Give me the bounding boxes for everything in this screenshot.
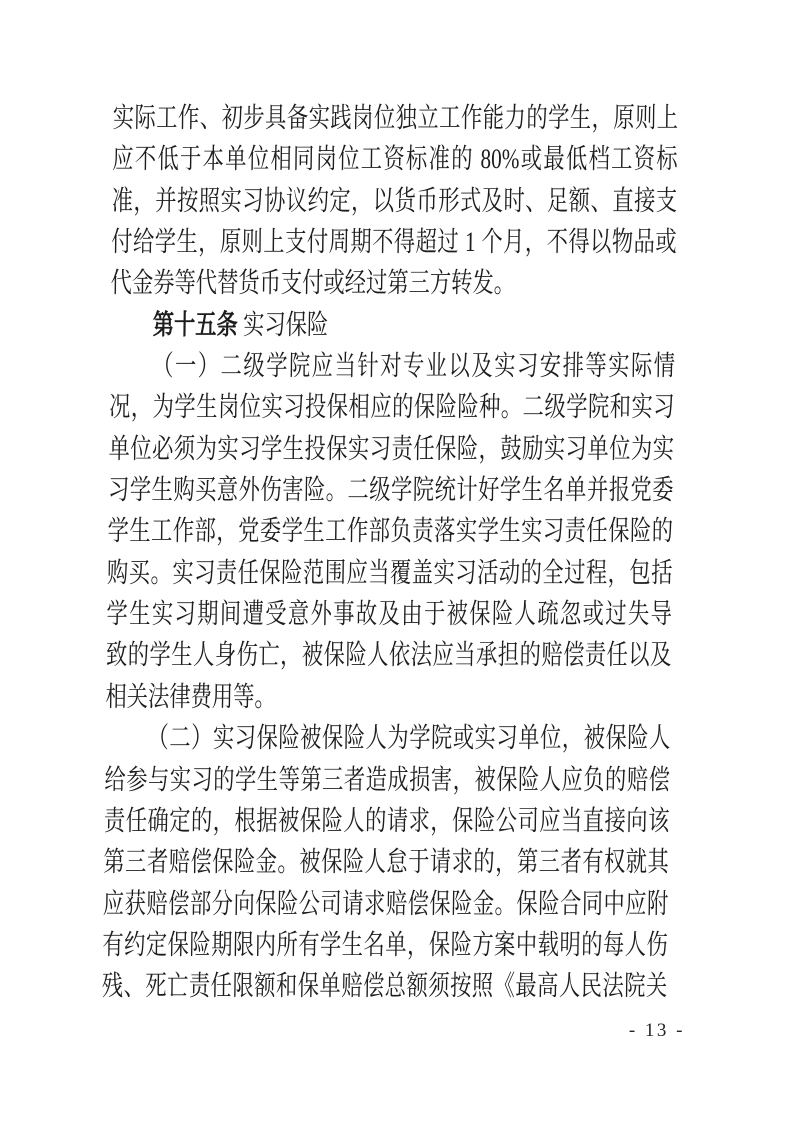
document-line: 残、死亡责任限额和保单赔偿总额须按照《最高人民法院关	[101, 971, 668, 1003]
document-line: 应不低于本单位相同岗位工资标准的 80%或最低档工资标	[112, 144, 678, 176]
document-line: 给参与实习的学生等第三者造成损害，被保险人应负的赔偿	[104, 764, 671, 796]
document-line: 应获赔偿部分向保险公司请求赔偿保险金。保险合同中应附	[102, 888, 669, 920]
document-line: 况，为学生岗位实习投保相应的保险险种。二级学院和实习	[108, 392, 675, 424]
article-heading-line: 第十五条 实习保险	[152, 309, 329, 341]
document-line: （一）二级学院应当针对专业以及实习安排等实际情	[151, 351, 676, 383]
document-line: 学生工作部，党委学生工作部负责落实学生实习责任保险的	[107, 516, 674, 548]
document-line: 代金券等代替货币支付或经过第三方转发。	[110, 268, 516, 300]
document-line: 单位必须为实习学生投保实习责任保险，鼓励实习单位为实	[108, 433, 675, 465]
document-line: 习学生购买意外伤害险。二级学院统计好学生名单并报党委	[107, 475, 674, 507]
document-line: 相关法律费用等。	[105, 681, 276, 713]
document-line: 购买。实习责任保险范围应当覆盖实习活动的全过程，包括	[106, 557, 673, 589]
document-line: 致的学生人身伤亡，被保险人依法应当承担的赔偿责任以及	[105, 640, 672, 672]
document-line: 责任确定的，根据被保险人的请求，保险公司应当直接向该	[103, 805, 670, 837]
document-line: （二）实习保险被保险人为学院或实习单位，被保险人	[147, 723, 671, 755]
text-block	[102, 98, 679, 1008]
document-line: 实际工作、初步具备实践岗位独立工作能力的学生，原则上	[112, 103, 679, 134]
article-number-bold: 第十五条	[152, 309, 239, 341]
document-line: 准，并按照实习协议约定，以货币形式及时、足额、直接支	[111, 185, 678, 217]
document-line: 付给学生，原则上支付周期不得超过 1 个月，不得以物品或	[110, 227, 677, 259]
document-line: 第三者赔偿保险金。被保险人怠于请求的，第三者有权就其	[103, 847, 670, 879]
page-number: - 13 -	[628, 1020, 685, 1041]
document-line: 有约定保险期限内所有学生名单，保险方案中载明的每人伤	[102, 929, 668, 961]
document-line: 学生实习期间遭受意外事故及由于被保险人疏忽或过失导	[106, 599, 673, 631]
